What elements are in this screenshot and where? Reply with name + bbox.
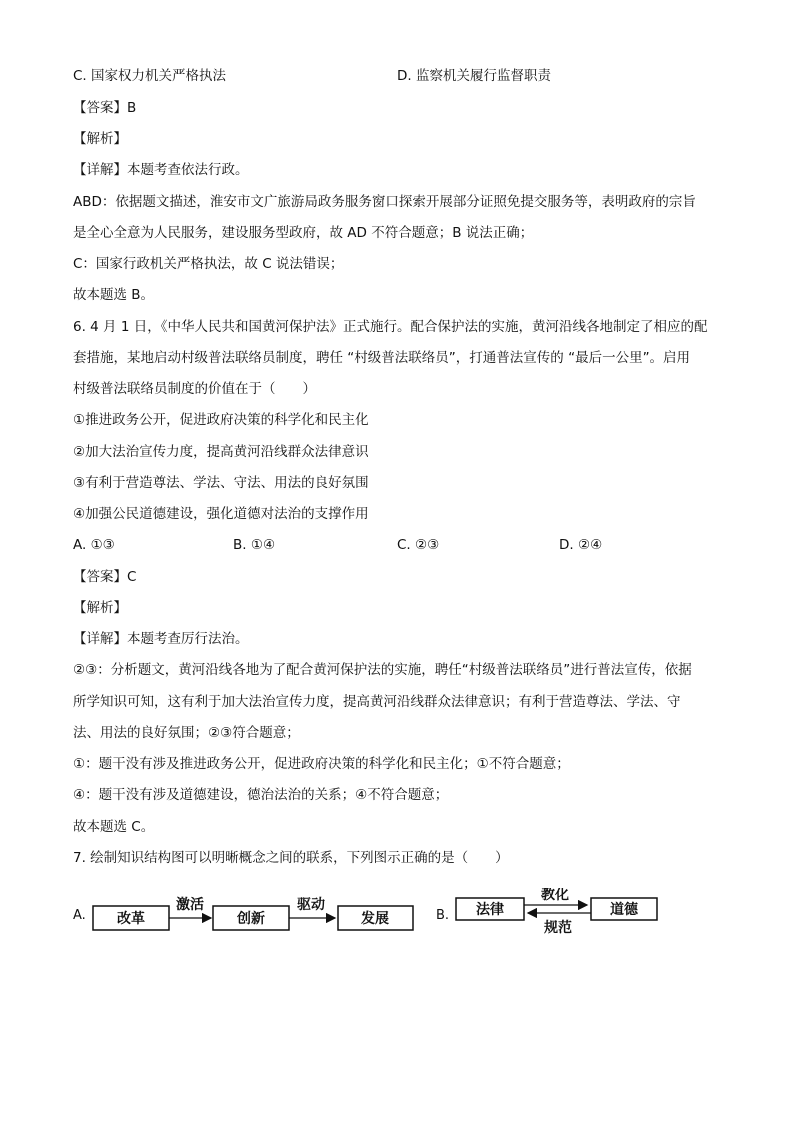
- q7-option-b-label: B.: [436, 908, 450, 923]
- q7-option-a-label: A.: [73, 908, 86, 923]
- q6-stem-line2: 套措施，某地启动村级普法联络员制度，聘任 “村级普法联络员”，打通普法宣传的 “最后一公里”。启用: [73, 350, 691, 366]
- q5-option-c: C. 国家权力机关严格执法: [73, 68, 227, 84]
- q6-analysis-label: 【解析】: [73, 600, 127, 616]
- q6-conclusion: 故本题选 C。: [73, 819, 155, 835]
- q7-b-box-morality-text: 道德: [610, 902, 638, 918]
- q7-stem: 7. 绘制知识结构图可以明晰概念之间的联系，下列图示正确的是（ ）: [73, 850, 509, 866]
- q6-answer: 【答案】C: [73, 569, 137, 585]
- q6-detail: 【详解】本题考查厉行法治。: [73, 631, 249, 647]
- q7-b-arrow-bottom-label: 规范: [544, 920, 572, 936]
- q6-option-c: C. ②③: [397, 537, 440, 553]
- q6-para1-line1: ②③：分析题文，黄河沿线各地为了配合黄河保护法的实施，聘任“村级普法联络员”进行普法宣传，依据: [73, 662, 692, 678]
- q6-para1-line3: 法、用法的良好氛围；②③符合题意；: [73, 725, 300, 741]
- q6-option-d: D. ②④: [559, 537, 603, 553]
- q6-item-4: ④加强公民道德建设，强化道德对法治的支撑作用: [73, 506, 369, 522]
- q6-option-b: B. ①④: [233, 537, 276, 553]
- q7-b-arrow-top-label: 教化: [541, 888, 569, 903]
- q5-para2: C：国家行政机关严格执法，故 C 说法错误；: [73, 256, 344, 272]
- q7-a-box-innovation-text: 创新: [237, 911, 265, 927]
- q5-para1-line1: ABD：依据题文描述，淮安市文广旅游局政务服务窗口探索开展部分证照免提交服务等，表明政府的宗旨: [73, 194, 696, 210]
- q5-analysis-label: 【解析】: [73, 131, 127, 147]
- q6-option-a: A. ①③: [73, 537, 115, 553]
- q6-item-1: ①推进政务公开，促进政府决策的科学化和民主化: [73, 412, 369, 428]
- q7-a-arrow-2-label: 驱动: [297, 897, 325, 913]
- q7-diagrams: [73, 888, 693, 948]
- q5-para1-line2: 是全心全意为人民服务，建设服务型政府，故 AD 不符合题意；B 说法正确；: [73, 225, 534, 241]
- q6-item-2: ②加大法治宣传力度，提高黄河沿线群众法律意识: [73, 444, 369, 460]
- q6-para1-line2: 所学知识可知，这有利于加大法治宣传力度，提高黄河沿线群众法律意识；有利于营造尊法、学法、守: [73, 694, 681, 710]
- q7-a-box-development-text: 发展: [361, 911, 389, 927]
- q5-detail: 【详解】本题考查依法行政。: [73, 162, 249, 178]
- q6-stem-line1: 6. 4 月 1 日，《中华人民共和国黄河保护法》正式施行。配合保护法的实施，黄河沿线各地制定了相应的配: [73, 319, 708, 335]
- q5-conclusion: 故本题选 B。: [73, 287, 155, 303]
- q7-b-box-law-text: 法律: [476, 902, 504, 918]
- q5-option-d: D. 监察机关履行监督职责: [397, 68, 551, 84]
- q6-para3: ④：题干没有涉及道德建设，德治法治的关系；④不符合题意；: [73, 787, 449, 803]
- q7-a-box-reform-text: 改革: [117, 911, 145, 927]
- q5-answer: 【答案】B: [73, 100, 137, 116]
- q6-item-3: ③有利于营造尊法、学法、守法、用法的良好氛围: [73, 475, 369, 491]
- q6-stem-line3: 村级普法联络员制度的价值在于（ ）: [73, 381, 316, 397]
- q7-a-arrow-1-label: 激活: [176, 897, 204, 913]
- q6-para2: ①：题干没有涉及推进政务公开，促进政府决策的科学化和民主化；①不符合题意；: [73, 756, 570, 772]
